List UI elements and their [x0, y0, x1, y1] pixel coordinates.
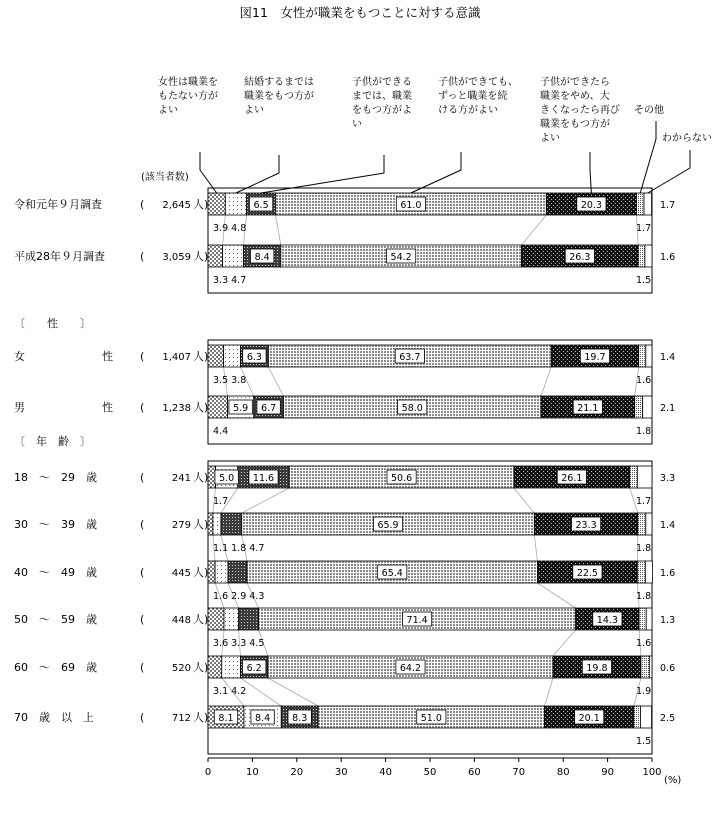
bar-segment: [208, 561, 215, 583]
value-label: 61.0: [400, 200, 422, 211]
value-label-unknown: 1.3: [660, 615, 676, 626]
row-label: 18 〜 29 歳: [14, 471, 97, 484]
bar-segment: [649, 656, 652, 678]
legend: [158, 75, 712, 193]
row-paren-open: (: [140, 471, 145, 484]
value-label: 50.6: [391, 473, 413, 484]
connector-line: [534, 535, 537, 561]
bar-segment: [213, 513, 221, 535]
x-tick-label: 80: [556, 767, 570, 778]
bar-segment: [224, 345, 241, 367]
bar-segment: [638, 245, 645, 267]
value-label: 64.2: [399, 663, 422, 674]
value-label-unknown: 0.6: [660, 663, 676, 674]
row-n: 1,407: [162, 352, 191, 363]
value-label-below: 1.6 2.9 4.3: [213, 591, 265, 602]
row-paren-open: (: [140, 198, 145, 211]
row-label: 50 〜 59 歳: [14, 613, 97, 626]
bar-segment: [637, 466, 652, 488]
connector-line: [514, 488, 534, 513]
chart-title: 図11 女性が職業をもつことに対する意識: [239, 5, 481, 20]
value-label: 6.2: [246, 663, 262, 674]
value-label-below: 3.5 3.8: [213, 375, 247, 386]
bar-segment: [225, 193, 246, 215]
value-label-unknown: 1.6: [660, 252, 676, 263]
bar-segment: [643, 396, 652, 418]
value-label-other: 1.7: [636, 223, 652, 234]
bar-row: [14, 561, 675, 602]
value-label-below: 1.7: [213, 496, 229, 507]
legend-leader-line: [590, 152, 591, 193]
bar-segment: [221, 513, 242, 535]
bar-segment: [208, 245, 223, 267]
legend-label-4: 子供ができたら職業をやめ、大きくなったら再び職業をもつ方がよい: [540, 77, 620, 144]
x-tick-label: 60: [468, 767, 481, 778]
bar-row: [14, 706, 675, 747]
x-tick-label: 70: [512, 767, 526, 778]
legend-leader-line: [236, 155, 279, 193]
bar-row: [14, 656, 675, 697]
x-axis-unit: (%): [664, 775, 682, 786]
row-n: 1,238: [162, 403, 191, 414]
value-label: 6.7: [261, 403, 277, 414]
value-label-below: 3.9 4.8: [213, 223, 247, 234]
value-label-below: 1.1 1.8 4.7: [213, 543, 265, 554]
legend-label-5: その他: [634, 105, 664, 116]
bar-segment: [228, 561, 247, 583]
legend-leader-line: [648, 150, 690, 193]
bar-segment: [208, 608, 224, 630]
value-label: 20.1: [578, 713, 600, 724]
legend-label-3: 子供ができても、ずっと職業を続ける方がよい: [438, 77, 518, 116]
value-label-unknown: 1.4: [660, 520, 676, 531]
bar-segment: [224, 608, 239, 630]
legend-leader-line: [640, 121, 656, 193]
bar-segment: [646, 608, 652, 630]
bar-segment: [208, 513, 213, 535]
value-label: 6.5: [253, 200, 269, 211]
row-n-unit: 人): [193, 613, 209, 626]
x-tick-label: 0: [204, 767, 212, 778]
value-label: 19.8: [586, 663, 608, 674]
value-label-unknown: 2.1: [660, 403, 676, 414]
bar-segment: [239, 608, 259, 630]
row-n-unit: 人): [193, 350, 209, 363]
value-label: 5.9: [233, 403, 249, 414]
legend-label-1: 結婚するまでは職業をもつ方がよい: [244, 77, 314, 116]
value-label: 8.4: [255, 713, 271, 724]
x-tick-label: 90: [601, 767, 614, 778]
group-label: 〔 性 〕: [14, 317, 91, 330]
legend-leader-line: [200, 152, 217, 193]
row-paren-open: (: [140, 566, 145, 579]
row-label: 30 〜 39 歳: [14, 518, 97, 531]
value-label-other: 1.8: [636, 426, 652, 437]
row-n: 448: [171, 615, 191, 626]
row-paren-open: (: [140, 401, 145, 414]
row-paren-open: (: [140, 518, 145, 531]
bar-segment: [208, 396, 228, 418]
value-label-unknown: 1.6: [660, 568, 676, 579]
row-n: 712: [171, 713, 191, 724]
value-label: 19.7: [584, 352, 606, 363]
value-label-other: 1.7: [636, 496, 652, 507]
row-n: 445: [171, 568, 191, 579]
connector-line: [275, 215, 280, 245]
row-label: 60 〜 69 歳: [14, 661, 97, 674]
row-paren-open: (: [140, 350, 145, 363]
bar-rows: [14, 193, 675, 747]
value-label: 54.2: [390, 252, 412, 263]
value-label: 26.3: [569, 252, 591, 263]
bar-segment: [636, 193, 644, 215]
row-n-unit: 人): [193, 401, 209, 414]
bar-segment: [639, 608, 646, 630]
bar-segment: [637, 561, 645, 583]
connector-line: [268, 367, 283, 396]
row-n: 3,059: [162, 252, 191, 263]
bar-segment: [215, 561, 228, 583]
value-label: 14.3: [596, 615, 618, 626]
row-n-unit: 人): [193, 250, 209, 263]
bar-row: [14, 245, 675, 286]
bar-segment: [630, 466, 638, 488]
value-label-other: 1.5: [636, 275, 652, 286]
value-label-unknown: 1.4: [660, 352, 676, 363]
x-tick-label: 100: [642, 767, 662, 778]
connector-line: [545, 678, 553, 706]
x-tick-label: 50: [423, 767, 437, 778]
x-axis: [205, 758, 682, 786]
row-paren-open: (: [140, 613, 145, 626]
value-label: 65.4: [381, 568, 403, 579]
value-label-other: 1.8: [636, 591, 652, 602]
value-label: 5.0: [219, 473, 235, 484]
x-tick-label: 30: [334, 767, 348, 778]
bar-segment: [640, 706, 651, 728]
value-label-other: 1.8: [636, 543, 652, 554]
row-n: 241: [171, 473, 191, 484]
row-paren-open: (: [140, 661, 145, 674]
connector-line: [553, 630, 576, 656]
bar-segment: [208, 466, 216, 488]
row-label: 70 歳 以 上: [14, 711, 94, 724]
bar-segment: [645, 245, 652, 267]
value-label: 6.3: [246, 352, 262, 363]
value-label: 8.3: [292, 713, 308, 724]
legend-label-2: 子供ができるまでは、職業をもつ方がよい: [352, 77, 412, 130]
group-label: 〔 年 齢 〕: [14, 435, 91, 448]
value-label-below: 3.1 4.2: [213, 686, 247, 697]
value-label: 65.9: [377, 520, 399, 531]
row-label: 男 性: [14, 401, 113, 414]
bar-segment: [646, 345, 652, 367]
value-label: 58.0: [401, 403, 423, 414]
x-tick-label: 10: [246, 767, 259, 778]
value-label: 23.3: [575, 520, 597, 531]
value-label: 71.4: [406, 615, 428, 626]
value-label: 8.4: [254, 252, 270, 263]
value-label: 22.5: [576, 568, 598, 579]
bar-row: [14, 608, 675, 649]
bar-segment: [208, 345, 224, 367]
value-label-unknown: 3.3: [660, 473, 676, 484]
value-label: 21.1: [577, 403, 599, 414]
value-label: 26.1: [561, 473, 583, 484]
legend-label-0: 女性は職業をもたない方がよい: [158, 77, 218, 116]
connector-line: [541, 367, 551, 396]
connector-line: [537, 583, 575, 608]
bar-row: [14, 345, 675, 386]
legend-leader-line: [411, 152, 461, 193]
row-n-unit: 人): [193, 566, 209, 579]
bar-segment: [639, 345, 646, 367]
bar-row: [14, 396, 675, 437]
row-n-unit: 人): [193, 471, 209, 484]
bar-segment: [645, 561, 652, 583]
bar-row: [14, 513, 675, 554]
value-label-other: 1.6: [636, 638, 652, 649]
legend-label-6: わからない: [662, 133, 712, 144]
row-n-unit: 人): [193, 711, 209, 724]
row-n-unit: 人): [193, 661, 209, 674]
value-label-below: 3.3 4.7: [213, 275, 247, 286]
value-label-other: 1.5: [636, 736, 652, 747]
value-label-unknown: 2.5: [660, 713, 676, 724]
row-label: 40 〜 49 歳: [14, 566, 97, 579]
value-label-below: 4.4: [213, 426, 229, 437]
bar-row: [14, 193, 675, 234]
connector-line: [521, 215, 546, 245]
bar-segment: [635, 396, 643, 418]
value-label: 8.1: [218, 713, 234, 724]
x-tick-label: 40: [379, 767, 392, 778]
row-n-unit: 人): [193, 198, 209, 211]
value-label-unknown: 1.7: [660, 200, 676, 211]
row-n-unit: 人): [193, 518, 209, 531]
x-tick-label: 20: [290, 767, 304, 778]
bar-segment: [634, 706, 641, 728]
value-label: 63.7: [399, 352, 421, 363]
row-label: 令和元年９月調査: [14, 198, 102, 211]
value-label-other: 1.9: [636, 686, 652, 697]
row-label: 平成28年９月調査: [14, 250, 105, 263]
bar-row: [14, 466, 675, 507]
row-label: 女 性: [14, 350, 113, 363]
bar-segment: [638, 513, 646, 535]
row-n: 279: [171, 520, 191, 531]
connector-line: [242, 488, 290, 513]
bar-segment: [644, 193, 652, 215]
value-label-other: 1.6: [636, 375, 652, 386]
row-paren-open: (: [140, 250, 145, 263]
bar-segment: [208, 656, 222, 678]
bar-segment: [223, 245, 244, 267]
bar-segment: [222, 656, 241, 678]
bar-segment: [208, 193, 225, 215]
row-n: 520: [171, 663, 191, 674]
bar-segment: [646, 513, 652, 535]
value-label: 20.3: [580, 200, 602, 211]
row-paren-open: (: [140, 711, 145, 724]
value-label: 51.0: [420, 713, 442, 724]
row-n: 2,645: [162, 200, 191, 211]
n-header: (該当者数): [141, 172, 189, 183]
value-label-below: 3.6 3.3 4.5: [213, 638, 265, 649]
bar-segment: [641, 656, 649, 678]
value-label: 11.6: [252, 473, 275, 484]
